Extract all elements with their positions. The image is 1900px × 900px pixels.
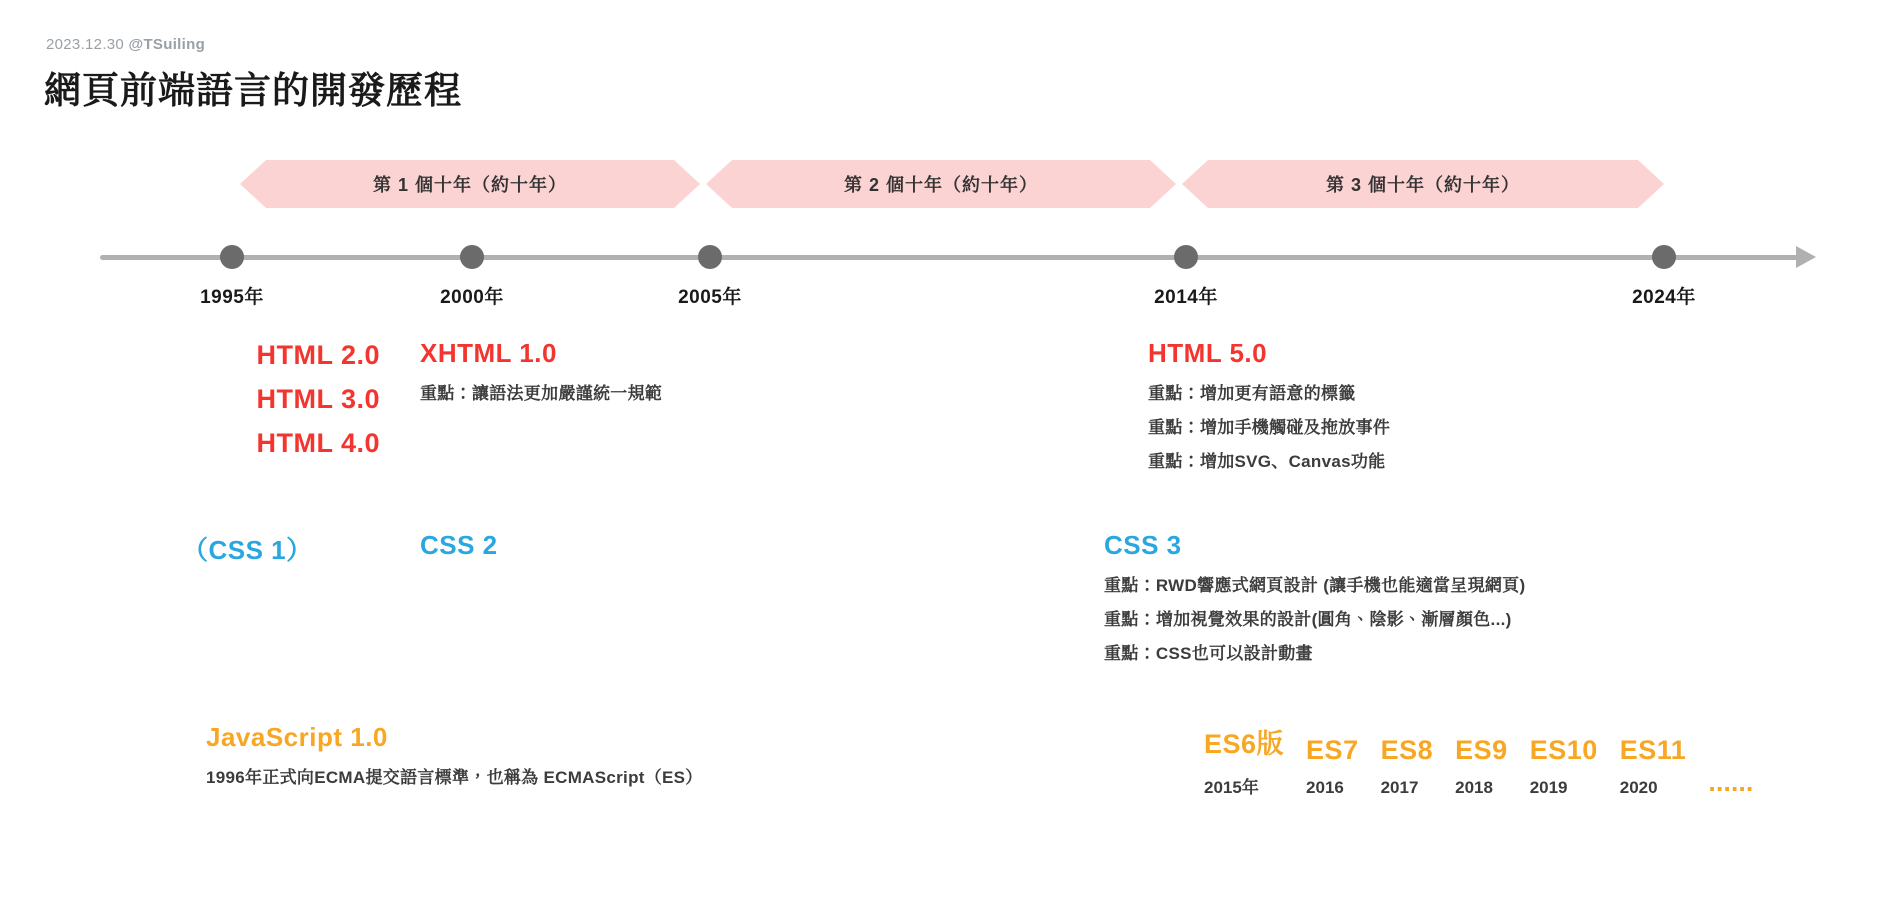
es-year-es7: 2016	[1306, 778, 1344, 797]
es-version-es11: ES11	[1619, 735, 1687, 765]
timeline-node-label-2024: 2024年	[1632, 287, 1696, 308]
es-year-es10: 2019	[1529, 778, 1568, 797]
css1-title: （CSS 1）	[182, 535, 313, 565]
es-version-es9: ES9	[1455, 735, 1508, 765]
css3-note-2: 重點：增加視覺效果的設計(圓角、陰影、漸層顏色...)	[1104, 610, 1512, 629]
es-version-es7: ES7	[1306, 735, 1359, 765]
xhtml-title: XHTML 1.0	[420, 338, 557, 368]
es-versions-group	[1204, 722, 1753, 798]
timeline-node-2005	[698, 245, 722, 269]
es-year-es9: 2018	[1455, 778, 1493, 797]
timeline-node-2014	[1174, 245, 1198, 269]
es-version-es10: ES10	[1529, 735, 1598, 765]
html-version-4: HTML 4.0	[256, 428, 380, 458]
html-version-3: HTML 3.0	[256, 384, 380, 414]
timeline-node-2000	[460, 245, 484, 269]
es-year-es6: 2015年	[1204, 778, 1259, 797]
decade-label-1: 第 1 個十年（約十年）	[372, 175, 567, 195]
meta-date: 2023.12.30	[46, 36, 125, 53]
timeline-node-1995	[220, 245, 244, 269]
css1-group	[182, 530, 313, 577]
page-title: 網頁前端語言的開發歷程	[44, 70, 462, 111]
html-1995-group	[60, 340, 380, 472]
html5-note-3: 重點：增加SVG、Canvas功能	[1148, 452, 1386, 471]
html5-note-2: 重點：增加手機觸碰及拖放事件	[1148, 418, 1391, 437]
xhtml-note-1: 重點：讓語法更加嚴謹統一規範	[420, 384, 663, 403]
es-version-es6: ES6版	[1204, 729, 1285, 759]
es-version-es8: ES8	[1380, 735, 1434, 765]
css2-group	[420, 530, 498, 571]
javascript-group	[206, 722, 703, 797]
html5-2014-group	[1148, 338, 1390, 481]
timeline-axis	[100, 255, 1800, 260]
es-item-es7	[1306, 735, 1359, 798]
css3-note-1: 重點：RWD響應式網頁設計 (讓手機也能適當呈現網頁)	[1104, 576, 1526, 595]
es-item-es9	[1455, 735, 1508, 798]
html-version-2: HTML 2.0	[256, 340, 380, 370]
javascript-note-1: 1996年正式向ECMA提交語言標準，也稱為 ECMAScript（ES）	[206, 768, 703, 787]
html5-note-1: 重點：增加更有語意的標籤	[1148, 384, 1356, 403]
es-trailing-dots: ......	[1708, 767, 1754, 797]
decade-label-2: 第 2 個十年（約十年）	[843, 175, 1038, 195]
timeline-node-label-2005: 2005年	[678, 287, 742, 308]
author-handle: @TSuiling	[128, 36, 206, 53]
decade-banner-3	[1182, 160, 1664, 208]
css3-title: CSS 3	[1104, 530, 1182, 560]
timeline-node-label-1995: 1995年	[200, 287, 264, 308]
timeline-node-label-2000: 2000年	[440, 287, 504, 308]
es-year-es8: 2017	[1380, 778, 1419, 797]
xhtml-2000-group	[420, 338, 662, 413]
meta-line	[46, 36, 205, 53]
css2-title: CSS 2	[420, 530, 498, 560]
timeline-arrowhead-icon	[1796, 246, 1816, 268]
decade-banner-2	[706, 160, 1176, 208]
css3-group	[1104, 530, 1525, 673]
es-item-es11	[1620, 735, 1687, 798]
timeline-node-label-2014: 2014年	[1154, 287, 1218, 308]
html5-title: HTML 5.0	[1148, 338, 1268, 368]
timeline-node-2024	[1652, 245, 1676, 269]
decade-label-3: 第 3 個十年（約十年）	[1325, 175, 1520, 195]
css3-note-3: 重點：CSS也可以設計動畫	[1104, 644, 1313, 663]
javascript-title: JavaScript 1.0	[206, 722, 388, 752]
es-item-es10	[1530, 735, 1598, 798]
es-year-es11: 2020	[1619, 778, 1658, 797]
es-item-es8	[1381, 735, 1434, 798]
decade-banner-1	[240, 160, 700, 208]
es-item-es6	[1204, 722, 1284, 798]
